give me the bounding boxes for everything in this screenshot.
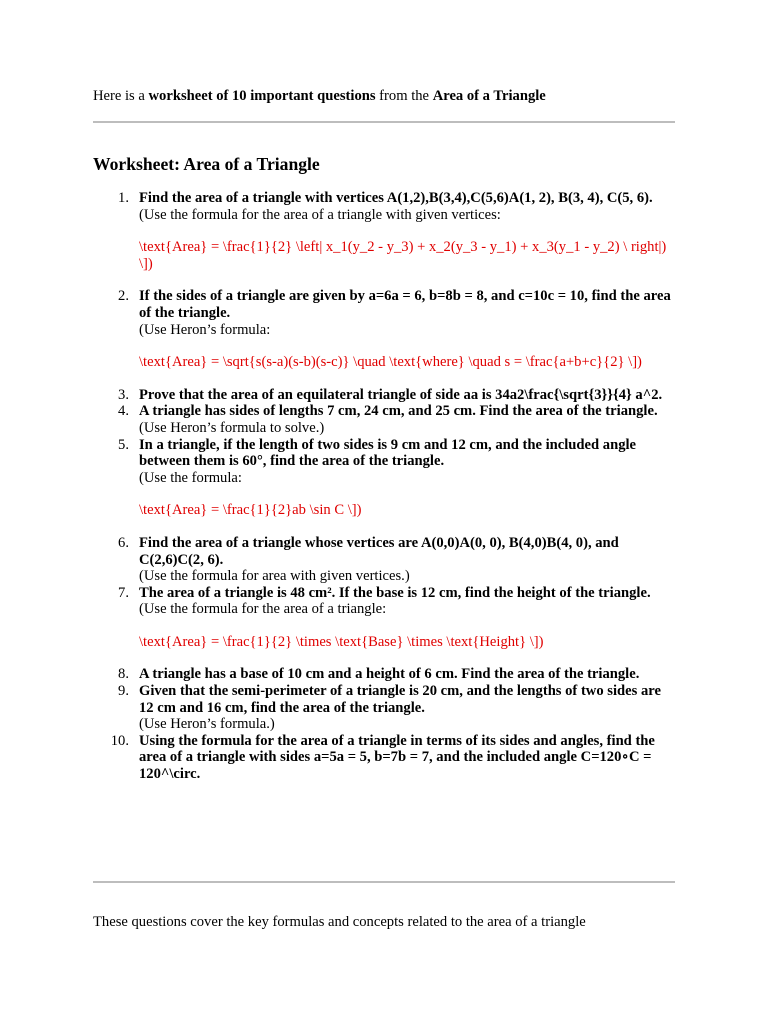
question-number: 10. bbox=[110, 732, 129, 749]
top-divider bbox=[93, 121, 675, 123]
question-formula: \text{Area} = \frac{1}{2} \left| x_1(y_2 - y_3) + x_2(y_3 - y_1) + x_3(y_1 - y_2) \ right|) \]) bbox=[139, 239, 667, 272]
question-number: 1. bbox=[118, 190, 129, 206]
question-text: Find the area of a triangle whose vertices are A(0,0)A(0, 0), B(4,0)B(4, 0), and C(2,6)C(2, 6). bbox=[139, 534, 619, 568]
question-number: 2. bbox=[118, 288, 129, 305]
question-item-5 bbox=[93, 437, 678, 519]
question-note: (Use the formula: bbox=[139, 469, 242, 486]
question-text: The area of a triangle is 48 cm². If the base is 12 cm, find the height of the triangle. bbox=[139, 584, 651, 601]
question-note: (Use Heron’s formula to solve.) bbox=[139, 419, 325, 436]
question-item-1 bbox=[93, 190, 678, 272]
question-formula: \text{Area} = \frac{1}{2} \times \text{Base} \times \text{Height} \]) bbox=[139, 633, 544, 650]
worksheet-heading: Worksheet: Area of a Triangle bbox=[93, 154, 320, 174]
question-text: Find the area of a triangle with vertices A(1,2),B(3,4),C(5,6)A(1, 2), B(3, 4), C(5, 6). bbox=[139, 190, 653, 206]
question-list bbox=[93, 190, 678, 783]
question-number: 4. bbox=[118, 403, 129, 420]
bottom-divider bbox=[93, 881, 675, 883]
intro-part-1: Here is a bbox=[93, 88, 149, 104]
question-number: 9. bbox=[118, 683, 129, 700]
intro-bold-1: worksheet of 10 important questions bbox=[148, 88, 376, 104]
question-number: 8. bbox=[118, 666, 129, 683]
question-item-7 bbox=[93, 585, 678, 651]
question-text: Using the formula for the area of a triangle in terms of its sides and angles, find the area of a triangle with sides a=5a = 5, b=7b = 7, and the included angle C=120∘C = 120^\circ. bbox=[139, 732, 655, 783]
intro-part-2: from the bbox=[375, 88, 433, 104]
question-item-2 bbox=[93, 288, 678, 370]
question-item-6 bbox=[93, 535, 678, 585]
question-text: Given that the semi-perimeter of a triangle is 20 cm, and the lengths of two sides are 12 cm and 16 cm, find the area of the triangle. bbox=[139, 683, 661, 716]
question-item-9 bbox=[93, 683, 678, 733]
question-item-8 bbox=[93, 666, 678, 683]
question-note: (Use Heron’s formula.) bbox=[139, 716, 275, 733]
question-note: (Use the formula for area with given vertices.) bbox=[139, 568, 410, 585]
question-text: If the sides of a triangle are given by a=6a = 6, b=8b = 8, and c=10c = 10, find the area of the triangle. bbox=[139, 288, 671, 321]
question-text: In a triangle, if the length of two sides is 9 cm and 12 cm, and the included angle between them is 60°, find the area of the triangle. bbox=[139, 436, 637, 470]
question-formula: \text{Area} = \frac{1}{2}ab \sin C \]) bbox=[139, 502, 362, 519]
question-item-3 bbox=[93, 387, 678, 404]
question-text: Prove that the area of an equilateral triangle of side aa is 34a2\frac{\sqrt{3}}{4} a^2. bbox=[139, 386, 663, 403]
question-note: (Use Heron’s formula: bbox=[139, 321, 271, 338]
question-number: 3. bbox=[118, 386, 129, 403]
question-formula: \text{Area} = \sqrt{s(s-a)(s-b)(s-c)} \quad \text{where} \quad s = \frac{a+b+c}{2} \]) bbox=[139, 354, 642, 371]
question-text: A triangle has sides of lengths 7 cm, 24 cm, and 25 cm. Find the area of the triangle. bbox=[139, 403, 658, 420]
closing-text: These questions cover the key formulas and concepts related to the area of a triangle bbox=[93, 914, 586, 930]
intro-text bbox=[93, 88, 546, 105]
question-number: 7. bbox=[118, 584, 129, 601]
question-text: A triangle has a base of 10 cm and a height of 6 cm. Find the area of the triangle. bbox=[139, 666, 640, 683]
question-item-4 bbox=[93, 403, 678, 436]
question-item-10 bbox=[93, 733, 678, 783]
question-note: (Use the formula for the area of a triangle with given vertices: bbox=[139, 206, 501, 223]
question-number: 6. bbox=[118, 534, 129, 551]
intro-bold-2: Area of a Triangle bbox=[432, 88, 546, 104]
question-note: (Use the formula for the area of a triangle: bbox=[139, 601, 387, 618]
question-number: 5. bbox=[118, 436, 129, 453]
